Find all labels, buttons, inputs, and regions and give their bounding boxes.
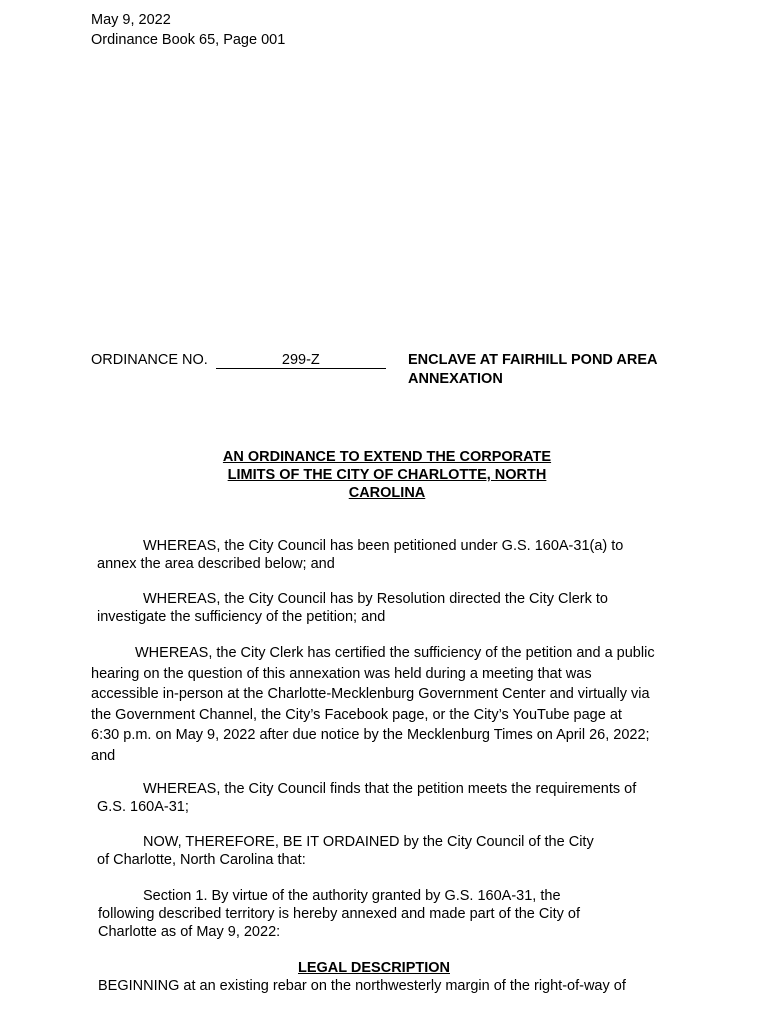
section-1-line3: Charlotte as of May 9, 2022:: [98, 924, 281, 940]
ordinance-number: 299-Z: [216, 353, 386, 369]
paragraph-4-line2: G.S. 160A-31;: [97, 799, 189, 815]
paragraph-5-line1: NOW, THEREFORE, BE IT ORDAINED by the City Council of the City: [143, 834, 594, 850]
ordinance-title-line2: ANNEXATION: [408, 371, 503, 387]
paragraph-3-line6: and: [91, 748, 116, 764]
section-1-line1: Section 1. By virtue of the authority granted by G.S. 160A-31, the: [143, 888, 561, 904]
legal-description-heading: LEGAL DESCRIPTION: [298, 960, 450, 976]
paragraph-1-line2: annex the area described below; and: [97, 556, 335, 572]
legal-description-line1: BEGINNING at an existing rebar on the northwesterly margin of the right-of-way of: [98, 978, 626, 994]
section-1-line2: following described territory is hereby annexed and made part of the City of: [98, 906, 580, 922]
paragraph-3-line5: 6:30 p.m. on May 9, 2022 after due notice by the Mecklenburg Times on April 26, 2022;: [91, 727, 650, 743]
heading-line2: LIMITS OF THE CITY OF CHARLOTTE, NORTH: [227, 467, 547, 483]
ordinance-label: ORDINANCE NO.: [91, 352, 208, 368]
heading-line3: CAROLINA: [348, 485, 426, 501]
paragraph-3-line3: accessible in-person at the Charlotte-Mecklenburg Government Center and virtually via: [91, 686, 650, 702]
paragraph-4-line1: WHEREAS, the City Council finds that the petition meets the requirements of: [143, 781, 637, 797]
paragraph-1-line1: WHEREAS, the City Council has been petitioned under G.S. 160A-31(a) to: [143, 538, 624, 554]
paragraph-3-line2: hearing on the question of this annexation was held during a meeting that was: [91, 666, 592, 682]
paragraph-3-line1: WHEREAS, the City Clerk has certified the sufficiency of the petition and a public: [135, 645, 655, 661]
paragraph-5-line2: of Charlotte, North Carolina that:: [97, 852, 306, 868]
paragraph-3-line4: the Government Channel, the City’s Facebook page, or the City’s YouTube page at: [91, 707, 622, 723]
paragraph-2-line2: investigate the sufficiency of the petition; and: [97, 609, 386, 625]
ordinance-number-line: [91, 352, 386, 369]
header-date: May 9, 2022: [91, 12, 171, 28]
paragraph-2-line1: WHEREAS, the City Council has by Resolution directed the City Clerk to: [143, 591, 608, 607]
heading-line1: AN ORDINANCE TO EXTEND THE CORPORATE: [222, 449, 552, 465]
ordinance-title-line1: ENCLAVE AT FAIRHILL POND AREA: [408, 352, 658, 368]
header-book-page: Ordinance Book 65, Page 001: [91, 32, 286, 48]
